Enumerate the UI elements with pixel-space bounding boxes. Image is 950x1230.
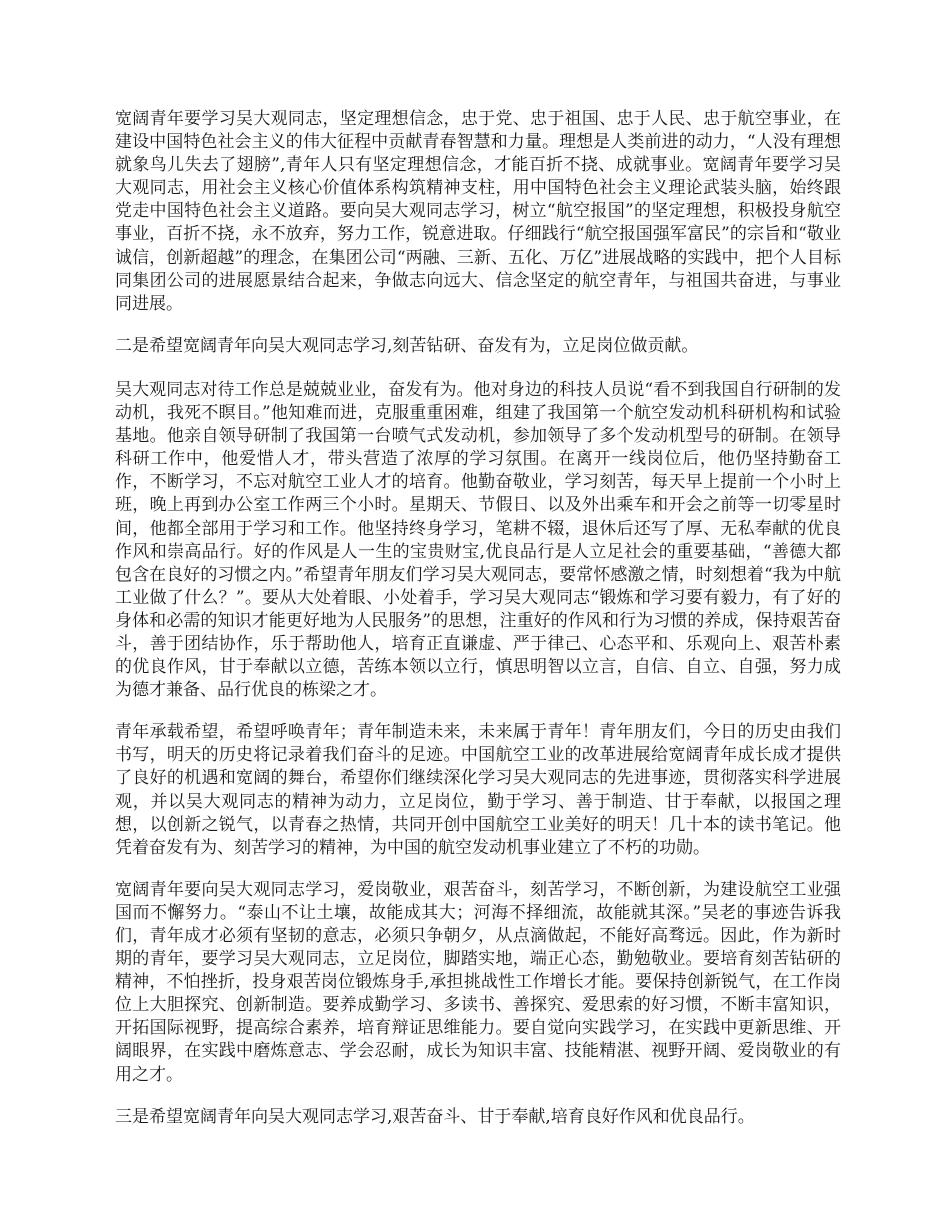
document-body [115, 108, 841, 1150]
paragraph-dedication: 宽阔青年要向吴大观同志学习，爱岗敬业，艰苦奋斗，刻苦学习，不断创新，为建设航空工业强国而不懈努力。“泰山不让土壤，故能成其大；河海不择细流，故能就其深。”吴老的事迹告诉我们，青年成才必须有坚韧的意志，必须只争朝夕，从点滴做起，不能好高骛远。因此，作为新时期的青年，要学习吴大观同志，立足岗位，脚踏实地，端正心态，勤勉敬业。要培育刻苦钻研的精神，不怕挫折，投身艰苦岗位锻炼身手,承担挑战性工作增长才能。要保持创新锐气，在工作岗位上大胆探究、创新制造。要养成勤学习、多读书、善探究、爱思索的好习惯，不断丰富知识，开拓国际视野，提高综合素养，培育辩证思维能力。要自觉向实践学习，在实践中更新思维、开阔眼界，在实践中磨炼意志、学会忍耐，成长为知识丰富、技能精湛、视野开阔、爱岗敬业的有用之才。 [115, 879, 841, 1085]
section-heading-three: 三是希望宽阔青年向吴大观同志学习,艰苦奋斗、甘于奉献,培育良好作风和优良品行。 [115, 1106, 755, 1127]
paragraph-ideals: 宽阔青年要学习吴大观同志，坚定理想信念，忠于党、忠于祖国、忠于人民、忠于航空事业，在建设中国特色社会主义的伟大征程中贡献青春智慧和力量。理想是人类前进的动力，“人没有理想就象鸟儿失去了翅膀”,青年人只有坚定理想信念，才能百折不挠、成就事业。宽阔青年要学习吴大观同志，用社会主义核心价值体系构筑精神支柱，用中国特色社会主义理论武装头脑，始终跟党走中国特色社会主义道路。要向吴大观同志学习，树立“航空报国”的坚定理想，积极投身航空事业，百折不挠，永不放弃，努力工作，锐意进取。仔细践行“航空报国强军富民”的宗旨和“敬业诚信，创新超越”的理念，在集团公司“两融、三新、五化、万亿”进展战略的实践中，把个人目标同集团公司的进展愿景结合起来，争做志向远大、信念坚定的航空青年，与祖国共奋进，与事业同进展。 [115, 109, 841, 314]
paragraph-youth-hope: 青年承载希望，希望呼唤青年；青年制造未来，未来属于青年！青年朋友们，今日的历史由我们书写，明天的历史将记录着我们奋斗的足迹。中国航空工业的改革进展给宽阔青年成长成才提供了良好的机遇和宽阔的舞台，希望你们继续深化学习吴大观同志的先进事迹，贯彻落实科学进展观，并以吴大观同志的精神为动力，立足岗位，勤于学习、善于制造、甘于奉献，以报国之理想，以创新之锐气，以青春之热情，共同开创中国航空工业美好的明天！几十本的读书笔记。他凭着奋发有为、刻苦学习的精神，为中国的航空发动机事业建立了不朽的功勋。 [115, 722, 841, 858]
section-heading-two: 二是希望宽阔青年向吴大观同志学习,刻苦钻研、奋发有为，立足岗位做贡献。 [115, 335, 699, 356]
paragraph-diligence: 吴大观同志对待工作总是兢兢业业，奋发有为。他对身边的科技人员说“看不到我国自行研制的发动机，我死不瞑目。”他知难而进，克服重重困难，组建了我国第一个航空发动机科研机构和试验基地。他亲自领导研制了我国第一台喷气式发动机，参加领导了多个发动机型号的研制。在领导科研工作中，他爱惜人才，带头营造了浓厚的学习氛围。在离开一线岗位后，他仍坚持勤奋工作，不断学习，不忘对航空工业人才的培育。他勤奋敬业，学习刻苦，每天早上提前一个小时上班，晚上再到办公室工作两三个小时。星期天、节假日、以及外出乘车和开会之前等一切零星时间，他都全部用于学习和工作。他坚持终身学习，笔耕不辍，退休后还写了厚、无私奉献的优良作风和崇高品行。好的作风是人一生的宝贵财宝,优良品行是人立足社会的重要基础，“善德大都包含在良好的习惯之内。”希望青年朋友们学习吴大观同志，要常怀感激之情，时刻想着“我为中航工业做了什么？”。要从大处着眼、小处着手，学习吴大观同志“锻炼和学习要有毅力，有了好的身体和必需的知识才能更好地为人民服务”的思想，注重好的作风和行为习惯的养成，保持艰苦奋斗，善于团结协作，乐于帮助他人，培育正直谦虚、严于律己、心态平和、乐观向上、艰苦朴素的优良作风，甘于奉献以立德，苦练本领以立行，慎思明智以立言，自信、自立、自强，努力成为德才兼备、品行优良的栋梁之才。 [115, 379, 841, 701]
